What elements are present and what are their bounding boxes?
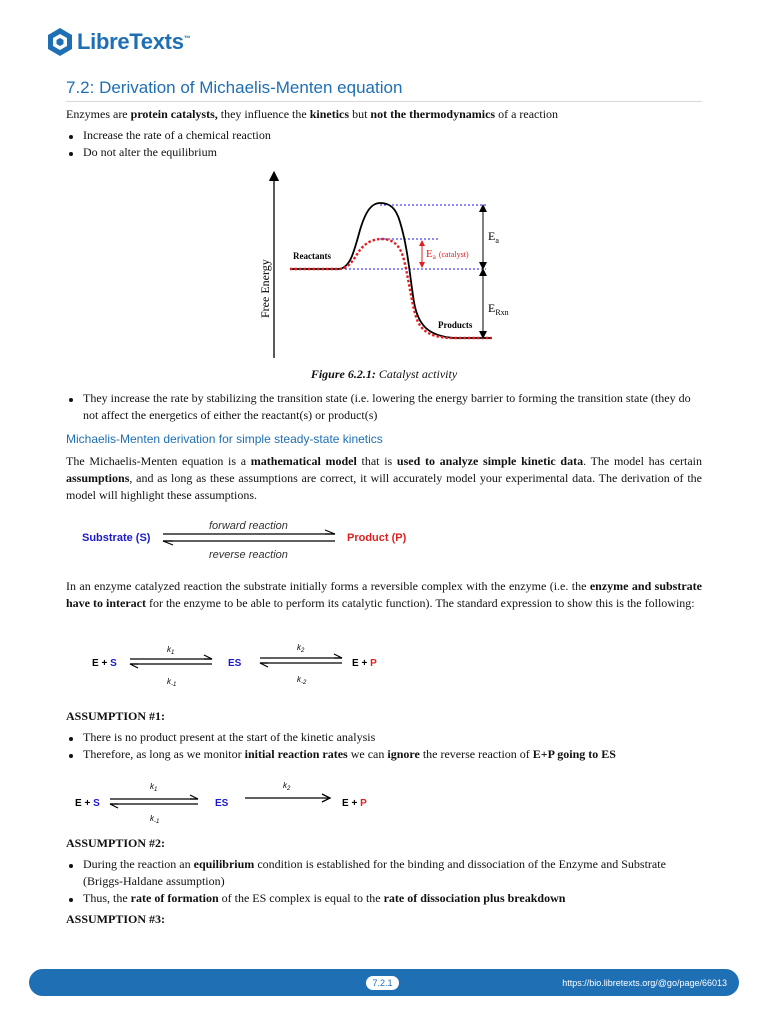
forward-reaction-label: forward reaction bbox=[209, 520, 288, 532]
list-item: Increase the rate of a chemical reaction bbox=[66, 127, 702, 144]
list-item: Do not alter the equilibrium bbox=[66, 144, 702, 161]
uncatalyzed-curve bbox=[290, 203, 492, 338]
scheme2-k2: $k_2$ bbox=[283, 781, 291, 792]
scheme1-k2: $k_2$ bbox=[297, 643, 305, 654]
title-divider bbox=[66, 101, 702, 102]
enzyme-scheme-irreversible bbox=[66, 776, 386, 832]
mm-paragraph: The Michaelis-Menten equation is a mathematical model that is used to analyze simple kinetic data. The model has certain assumptions, and as long as these assumptions are correct, it will accurately model your experimental data. The derivation of the model will highlight these assumptions. bbox=[66, 454, 702, 502]
substrate-product-reaction bbox=[75, 514, 425, 564]
section-heading: Michaelis-Menten derivation for simple steady-state kinetics bbox=[66, 432, 383, 446]
substrate-label: Substrate (S) bbox=[82, 532, 151, 544]
assumption2-heading: ASSUMPTION #2: bbox=[66, 836, 166, 850]
list-item: There is no product present at the start of the kinetic analysis bbox=[66, 729, 702, 746]
intro-paragraph: Enzymes are protein catalysts, they influence the kinetics but not the thermodynamics of a reaction bbox=[66, 107, 559, 121]
scheme1-km2: $k_{-2}$ bbox=[297, 675, 307, 686]
product-label: Product (P) bbox=[347, 532, 407, 544]
page-url-link[interactable]: https://bio.libretexts.org/@go/page/66013 bbox=[562, 978, 727, 988]
list-item: Thus, the rate of formation of the ES complex is equal to the rate of dissociation plus breakdown bbox=[66, 890, 702, 907]
assumption2-list bbox=[66, 856, 702, 907]
page-title: 7.2: Derivation of Michaelis-Menten equation bbox=[66, 78, 403, 97]
complex-paragraph: In an enzyme catalyzed reaction the substrate initially forms a reversible complex with the enzyme (i.e. the enzyme and substrate have to interact for the enzyme to be able to perform its catalytic function). The standard expression to show this is the following: bbox=[66, 579, 703, 610]
scheme2-km1: $k_{-1}$ bbox=[150, 814, 160, 825]
libretexts-hexagon-icon bbox=[47, 27, 73, 57]
brand-name: LibreTexts™ bbox=[77, 29, 191, 54]
libretexts-logo[interactable] bbox=[47, 27, 190, 57]
scheme2-product: E + P bbox=[342, 798, 367, 809]
figure-caption: Figure 6.2.1: Catalyst activity bbox=[310, 367, 458, 381]
transition-bullet-list bbox=[66, 390, 702, 424]
page-footer bbox=[29, 969, 739, 996]
scheme1-k1: $k_1$ bbox=[167, 645, 175, 656]
list-item: Therefore, as long as we monitor initial reaction rates we can ignore the reverse reaction of E+P going to ES bbox=[66, 746, 702, 763]
scheme1-es: ES bbox=[228, 658, 242, 669]
erxn-label: $E_{Rxn}$ bbox=[488, 301, 509, 317]
products-label: Products bbox=[438, 320, 473, 330]
ea-catalyst-label: Ea (catalyst) bbox=[426, 248, 469, 261]
scheme1-enzyme: E + S bbox=[92, 658, 117, 669]
assumption1-heading: ASSUMPTION #1: bbox=[66, 709, 166, 723]
reverse-reaction-label: reverse reaction bbox=[209, 549, 288, 561]
intro-bullet-list bbox=[66, 127, 702, 161]
energy-diagram bbox=[250, 170, 530, 365]
scheme2-k1: $k_1$ bbox=[150, 782, 158, 793]
scheme2-es: ES bbox=[215, 798, 229, 809]
y-axis-label: Free Energy bbox=[258, 259, 272, 318]
ea-label: $E_a$ bbox=[488, 229, 499, 245]
list-item: They increase the rate by stabilizing the transition state (i.e. lowering the energy barrier to forming the transition state (they do not affect the energetics of either the reactant(s) or product(s) bbox=[66, 390, 702, 424]
list-item: During the reaction an equilibrium condition is established for the binding and dissociation of the Enzyme and Substrate (Briggs-Haldane assumption) bbox=[66, 856, 702, 890]
page-number: 7.2.1 bbox=[366, 976, 399, 990]
assumption1-list bbox=[66, 729, 702, 763]
scheme1-product: E + P bbox=[352, 658, 377, 669]
enzyme-scheme-reversible bbox=[80, 636, 410, 692]
reactants-label: Reactants bbox=[293, 251, 331, 261]
scheme2-enzyme: E + S bbox=[75, 798, 100, 809]
scheme1-km1: $k_{-1}$ bbox=[167, 677, 177, 688]
assumption3-heading: ASSUMPTION #3: bbox=[66, 912, 166, 926]
